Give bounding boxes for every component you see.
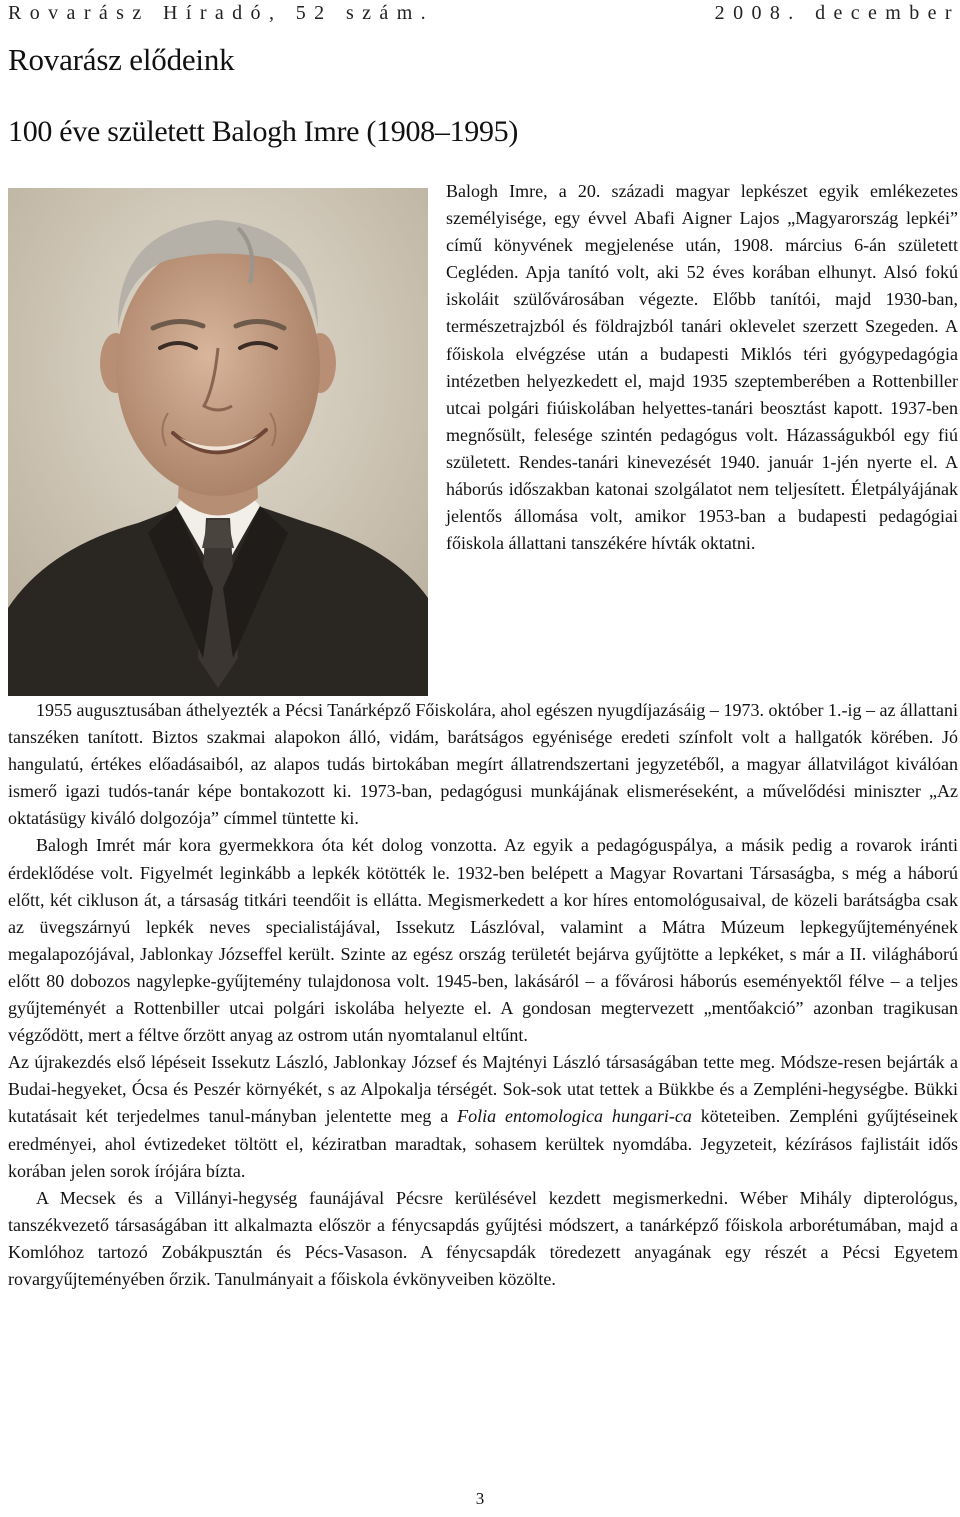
journal-name: Folia entomologica hungari-ca xyxy=(457,1106,692,1127)
paragraph-insect-interest: Balogh Imrét már kora gyermekkora óta két dolog vonzotta. Az egyik a pedagóguspálya, a másik pedig a rovarok iránti érdeklődése volt. Figyelmét leginkább a lepkék kötötték le. 1932-ben belépett a Magyar Rovartani Társaságba, s még a háború előtt, két cikluson át, a társaság titkári teendőit is ellátta. Megismerkedett a kor híres entomológusaival, de közeli barátságba csak az üvegszárnyú lepkék neves specialistájával, Issekutz Lászlóval, valamint a Mátra Múzeum lepkegyűjteményének megalapozójával, Jablonkay Józseffel került. Szinte az egész ország területét bejárva gyűjtötte a lepkéket, s már a II. világháború előtt 80 dobozos nagylepke-gyűjtemény tulajdonosa volt. 1945-ben, lakásáról – a fővárosi háborús eseményektől félve – a teljes gyűjteményét a Rottenbiller utcai polgári iskolába helyezte el. A gondosan megtervezett „mentőakció” azonban tragikusan végződött, mert a féltve őrzött anyag az ostrom után nyomtalanul eltűnt. xyxy=(8,835,958,1046)
issue-date: 2008. december xyxy=(714,2,960,24)
portrait-illustration xyxy=(8,188,428,696)
intro-paragraph: Balogh Imre, a 20. századi magyar lepkészet egyik emlékezetes személyisége, egy évvel Abafi Aigner Lajos „Magyarország lepkéi” című könyvének megjelenése után, 1908. március 6-án született Cegléden. Apja tanító volt, aki 52 éves korában elhunyt. Alsó fokú iskoláit szülővárosában végezte. Előbb tanítói, majd 1930-ban, természetrajzból és földrajzból tanári oklevelet szerzett Szegeden. A főiskola elvégzése után a budapesti Miklós téri gyógypedagógia intézetben helyezkedett el, majd 1935 szeptemberében a Rottenbiller utcai polgári fiúiskolában helyettes-tanári beosztást kapott. 1937-ben megnősült, felesége szintén pedagógus volt. Házasságukból egy fiú született. Rendes-tanári kinevezését 1940. január 1-jén nyerte el. A háborús időszakban katonai szolgálatot nem teljesített. Életpályájának jelentős állomása volt, amikor 1953-ban a budapesti pedagógiai főiskola állattani tanszékére hívták oktatni. xyxy=(446,181,958,554)
paragraph-restart-text: Az újrakezdés első lépéseit Issekutz László, Jablonkay József és Majtényi László társaságában tette meg. Módsze-resen bejárták a Budai-hegyeket, Ócsa és Peszér környékét, s az Alpokalja térségét. Sok-sok utat tettek a Bükkbe és a Zempléni-hegységbe. Bükki kutatásait két terjedelmes tanul-mányban jelentette meg a xyxy=(8,1052,958,1127)
paragraph-restart-text-end: köteteiben. Zempléni gyűjtéseinek eredményei, ahol évtizedeket töltött el, kéziratban maradtak, sohasem kerültek nyomdába. Jegyzeteit, kézírásos fajlistáit idős korában jelen sorok írójára bízta. xyxy=(8,1106,958,1181)
paragraph-restart xyxy=(8,1049,958,1184)
page-number: 3 xyxy=(475,1489,485,1508)
paragraph-mecsek: A Mecsek és a Villányi-hegység faunájával Pécsre kerülésével kezdett megismerkedni. Wéber Mihály dipterológus, tanszékvezető társaságában itt alkalmazta először a fénycsapdás gyűjtési módszert, a tanárképző főiskola arborétumában, majd a Komlóhoz tartozó Zobákpusztán és Pécs-Vasason. A fénycsapdák töredezett anyagának egy részét a Pécsi Egyetem rovargyűjteményében őrzik. Tanulmányait a főiskola évkönyveiben közölte. xyxy=(8,1187,958,1289)
portrait-photo-icon xyxy=(8,188,428,696)
journal-issue: Rovarász Híradó, 52 szám. xyxy=(8,2,435,24)
article-body xyxy=(8,697,958,1293)
paragraph-pecs-career: 1955 augusztusában áthelyezték a Pécsi Tanárképző Főiskolára, ahol egészen nyugdíjazásáig – 1973. október 1.-ig – az állattani tanszéken tanított. Biztos szakmai alapokon álló, vidám, barátságos egyénisége eredeti színfolt volt a hallgatók körében. Jó hangulatú, értékes előadásaiból, az alapos tudás birtokában megírt állatrendszertani jegyzetéből, a magyar állatvilágot kiválóan ismerő igazi tudós-tanár képe bontakozott ki. 1973-ban, pedagógusi munkájának elismeréseként, a művelődési miniszter „Az oktatásügy kiváló dolgozója” címmel tüntette ki. xyxy=(8,700,958,829)
article-title: 100 éve született Balogh Imre (1908–1995) xyxy=(8,115,519,148)
running-header xyxy=(8,0,960,26)
article-section-title: Rovarász elődeink xyxy=(8,42,235,77)
